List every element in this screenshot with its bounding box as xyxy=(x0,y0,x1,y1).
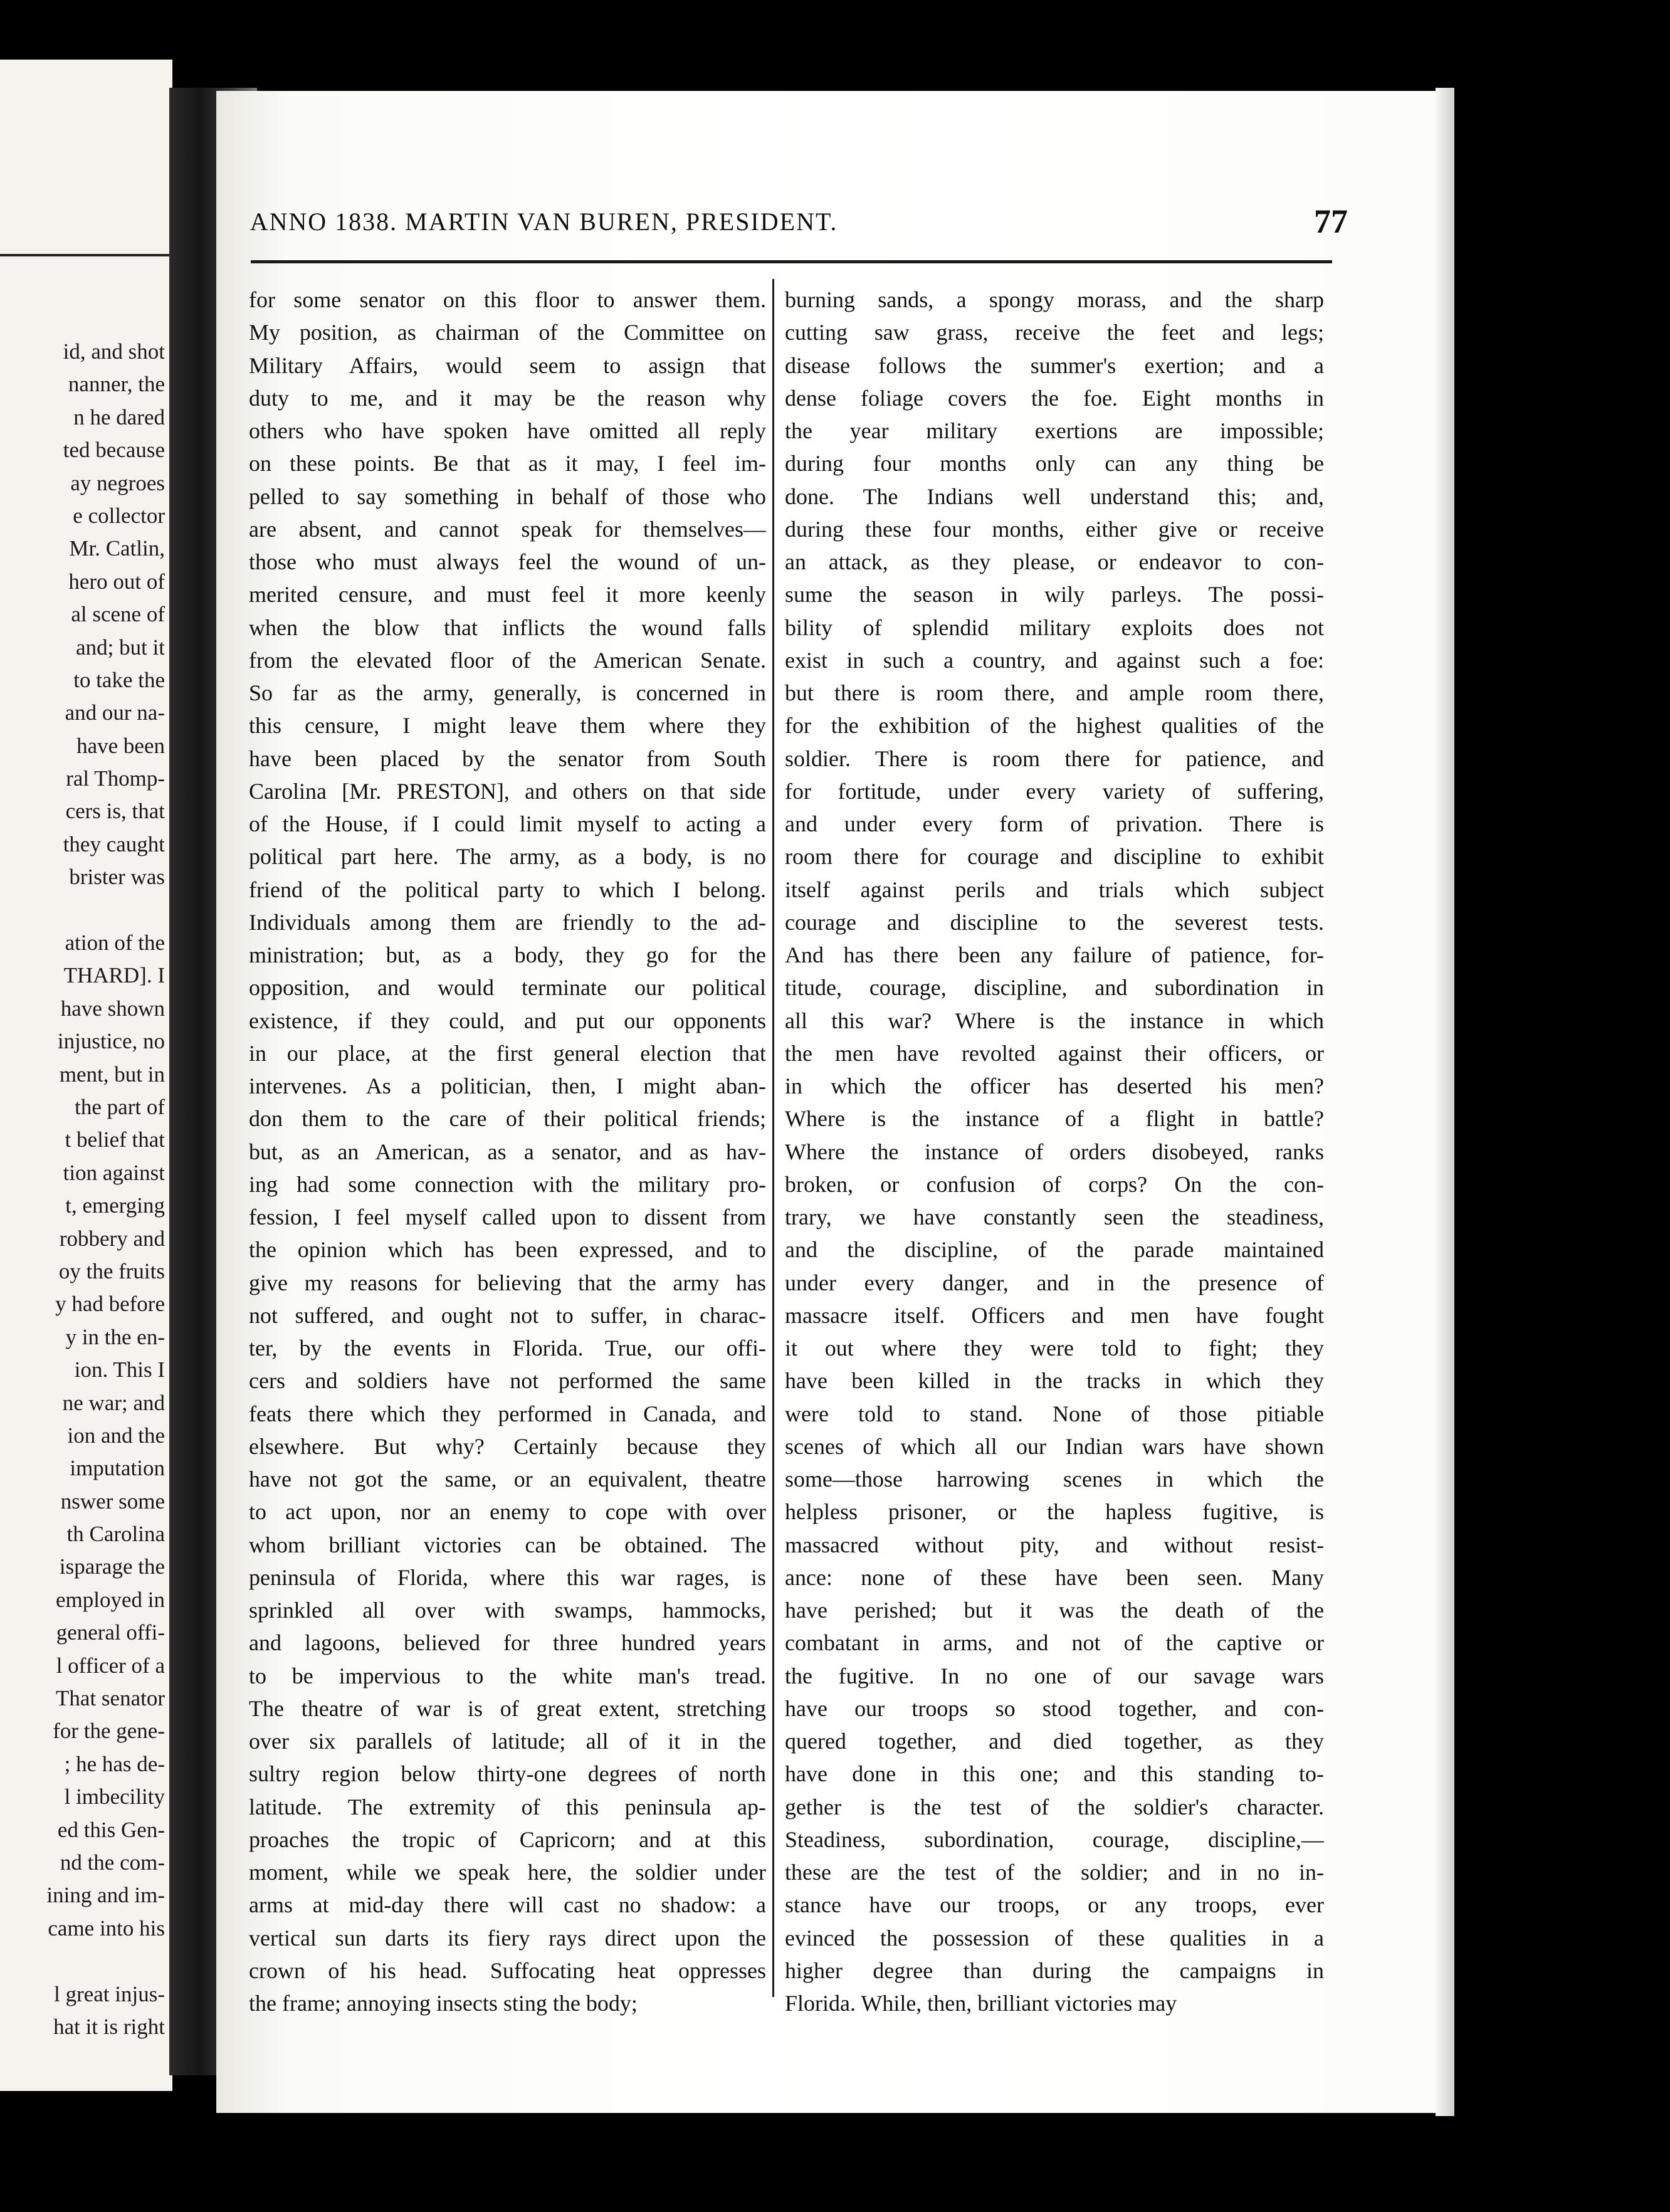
fragment-gap xyxy=(0,1945,165,1978)
text-line: fession, I feel myself called upon to dissent from xyxy=(249,1204,766,1230)
text-line: gether is the test of the soldier's character. xyxy=(785,1794,1324,1820)
text-line: of the House, if I could limit myself to acting a xyxy=(249,811,766,836)
text-line: it out where they were told to fight; they xyxy=(785,1335,1324,1361)
text-line: when the blow that inflicts the wound falls xyxy=(249,614,766,640)
fragment-line: came into his xyxy=(48,1915,165,1941)
facing-page-fragment xyxy=(0,60,172,2091)
fragment-line: ay negroes xyxy=(70,470,165,495)
text-line: and the discipline, of the parade maintained xyxy=(785,1237,1324,1263)
text-line: Individuals among them are friendly to the ad- xyxy=(249,909,766,935)
text-line: Carolina [Mr. PRESTON], and others on that side xyxy=(249,778,766,804)
text-line: ter, by the events in Florida. True, our offi- xyxy=(249,1335,766,1361)
fragment-line: cers is, that xyxy=(65,799,165,824)
fragment-line: and; but it xyxy=(76,635,165,660)
text-line: stance have our troops, or any troops, ever xyxy=(785,1892,1324,1918)
text-line: latitude. The extremity of this peninsula ap- xyxy=(249,1794,766,1820)
text-line: have been placed by the senator from South xyxy=(249,745,766,771)
text-line: pelled to say something in behalf of those who xyxy=(249,483,766,509)
text-line: done. The Indians well understand this; and, xyxy=(785,483,1324,509)
text-line: over six parallels of latitude; all of it in the xyxy=(249,1729,766,1754)
text-line: exist in such a country, and against such a foe: xyxy=(785,647,1324,673)
fragment-line: robbery and xyxy=(59,1226,165,1251)
text-line: those who must always feel the wound of un- xyxy=(249,549,766,574)
text-line: massacred without pity, and without resist- xyxy=(785,1532,1324,1557)
text-line: and under every form of privation. There is xyxy=(785,811,1324,836)
text-line: soldier. There is room there for patience, and xyxy=(785,745,1324,771)
fragment-line: n he dared xyxy=(73,404,165,429)
text-line: itself against perils and trials which subject xyxy=(785,877,1324,902)
text-line: dense foliage covers the foe. Eight months in xyxy=(785,385,1324,411)
text-line: in which the officer has deserted his men? xyxy=(785,1073,1324,1098)
fragment-line: imputation xyxy=(70,1456,165,1481)
text-line: opposition, and would terminate our political xyxy=(249,975,766,1001)
fragment-line: ed this Gen- xyxy=(57,1817,165,1842)
text-line: this censure, I might leave them where they xyxy=(249,713,766,739)
fragment-line: tion against xyxy=(63,1160,165,1185)
fragment-line: l imbecility xyxy=(64,1784,165,1809)
text-column-right xyxy=(785,283,1324,2020)
text-line: an attack, as they please, or endeavor to con- xyxy=(785,549,1324,574)
text-line: are absent, and cannot speak for themselves— xyxy=(249,516,766,542)
header-rule xyxy=(251,260,1332,263)
text-line: bility of splendid military exploits does not xyxy=(785,614,1324,640)
text-line: feats there which they performed in Canada, and xyxy=(249,1401,766,1426)
text-line: Steadiness, subordination, courage, discipline,— xyxy=(785,1826,1324,1852)
text-line: the fugitive. In no one of our savage wars xyxy=(785,1663,1324,1688)
text-line: helpless prisoner, or the hapless fugitive, is xyxy=(785,1499,1324,1525)
text-line: the opinion which has been expressed, and to xyxy=(249,1237,766,1263)
text-line: broken, or confusion of corps? On the con- xyxy=(785,1171,1324,1197)
running-head: ANNO 1838. MARTIN VAN BUREN, PRESIDENT. xyxy=(249,208,838,236)
text-line: under every danger, and in the presence of xyxy=(785,1270,1324,1295)
page-edge xyxy=(1436,88,1454,2116)
text-line: cutting saw grass, receive the feet and legs; xyxy=(785,320,1324,345)
fragment-line: ining and im- xyxy=(46,1883,165,1908)
text-line: combatant in arms, and not of the captive or xyxy=(785,1630,1324,1656)
fragment-line: ion and the xyxy=(67,1423,165,1448)
text-line: ministration; but, as a body, they go for the xyxy=(249,942,766,967)
text-line: quered together, and died together, as they xyxy=(785,1729,1324,1754)
fragment-line: ted because xyxy=(63,438,165,463)
text-line: the year military exertions are impossible; xyxy=(785,418,1324,443)
text-line: to act upon, nor an enemy to cope with over xyxy=(249,1499,766,1525)
text-line: have perished; but it was the death of the xyxy=(785,1598,1324,1623)
text-line: peninsula of Florida, where this war rages, is xyxy=(249,1564,766,1590)
text-line: ing had some connection with the military pro- xyxy=(249,1171,766,1197)
facing-page-rule xyxy=(0,254,172,256)
fragment-line: for the gene- xyxy=(53,1719,165,1744)
fragment-line: Mr. Catlin, xyxy=(69,536,165,561)
text-line: And has there been any failure of patience, for- xyxy=(785,942,1324,967)
text-line: in our place, at the first general election that xyxy=(249,1040,766,1066)
fragment-line: THARD]. I xyxy=(63,963,165,988)
text-line: but there is room there, and ample room there, xyxy=(785,680,1324,705)
fragment-line: nanner, the xyxy=(68,372,165,397)
fragment-line: l officer of a xyxy=(56,1653,165,1678)
fragment-line: have shown xyxy=(60,996,165,1021)
text-line: cers and soldiers have not performed the same xyxy=(249,1368,766,1394)
text-line: proaches the tropic of Capricorn; and at this xyxy=(249,1826,766,1852)
text-line: the men have revolted against their officers, or xyxy=(785,1040,1324,1066)
fragment-line: the part of xyxy=(75,1094,165,1119)
fragment-line: ral Thomp- xyxy=(66,766,165,791)
text-line: So far as the army, generally, is concerned in xyxy=(249,680,766,705)
fragment-line: That senator xyxy=(56,1686,165,1711)
text-line: Where is the instance of a flight in battle? xyxy=(785,1106,1324,1132)
text-line: evinced the possession of these qualities in a xyxy=(785,1925,1324,1951)
text-line: during these four months, either give or receive xyxy=(785,516,1324,542)
fragment-gap xyxy=(0,894,165,927)
text-line: The theatre of war is of great extent, stretching xyxy=(249,1695,766,1721)
text-line: during four months only can any thing be xyxy=(785,451,1324,477)
text-line: courage and discipline to the severest tests. xyxy=(785,909,1324,935)
fragment-line: y in the en- xyxy=(65,1324,165,1349)
text-line: were told to stand. None of those pitiable xyxy=(785,1401,1324,1426)
fragment-line: l great injus- xyxy=(54,1981,165,2006)
fragment-line: th Carolina xyxy=(66,1522,165,1547)
text-line: trary, we have constantly seen the steadiness, xyxy=(785,1204,1324,1230)
text-line: scenes of which all our Indian wars have shown xyxy=(785,1433,1324,1459)
text-line: Florida. While, then, brilliant victories may xyxy=(785,1991,1177,2016)
fragment-line: to take the xyxy=(73,667,165,692)
text-line: these are the test of the soldier; and in no in- xyxy=(785,1860,1324,1885)
text-line: room there for courage and discipline to exhibit xyxy=(785,844,1324,870)
text-line: merited censure, and must feel it more keenly xyxy=(249,582,766,608)
text-line: but, as an American, as a senator, and as hav- xyxy=(249,1139,766,1164)
page-number: 77 xyxy=(1314,203,1348,240)
fragment-line: y had before xyxy=(55,1292,165,1317)
fragment-line: general offi- xyxy=(56,1620,165,1645)
text-line: for the exhibition of the highest qualities of the xyxy=(785,713,1324,739)
text-line: Where the instance of orders disobeyed, ranks xyxy=(785,1139,1324,1164)
column-divider xyxy=(772,279,774,1997)
fragment-line: employed in xyxy=(56,1587,165,1612)
text-line: My position, as chairman of the Committee on xyxy=(249,320,766,345)
fragment-line: oy the fruits xyxy=(58,1258,165,1283)
text-line: sume the season in wily parleys. The possi- xyxy=(785,582,1324,608)
fragment-line: injustice, no xyxy=(57,1029,165,1054)
text-line: have not got the same, or an equivalent, theatre xyxy=(249,1467,766,1492)
fragment-line: and our na- xyxy=(65,700,165,725)
text-line: some—those harrowing scenes in which the xyxy=(785,1467,1324,1492)
fragment-line: t belief that xyxy=(65,1127,165,1152)
text-line: friend of the political party to which I belong. xyxy=(249,877,766,902)
text-column-left xyxy=(249,283,766,2020)
fragment-line: they caught xyxy=(63,831,165,856)
text-line: from the elevated floor of the American Senate. xyxy=(249,647,766,673)
text-line: vertical sun darts its fiery rays direct upon the xyxy=(249,1925,766,1951)
fragment-line: al scene of xyxy=(71,602,165,627)
text-line: for fortitude, under every variety of suffering, xyxy=(785,778,1324,804)
text-line: duty to me, and it may be the reason why xyxy=(249,385,766,411)
fragment-line: nd the com- xyxy=(60,1850,165,1875)
fragment-line: hero out of xyxy=(68,569,165,594)
text-line: all this war? Where is the instance in which xyxy=(785,1008,1324,1033)
fragment-line: ation of the xyxy=(65,930,165,956)
fragment-line: brister was xyxy=(69,865,165,890)
text-line: not suffered, and ought not to suffer, in charac- xyxy=(249,1302,766,1328)
text-line: the frame; annoying insects sting the body; xyxy=(249,1991,638,2016)
text-line: arms at mid-day there will cast no shadow: a xyxy=(249,1892,766,1918)
fragment-line: nswer some xyxy=(60,1488,165,1514)
fragment-line: t, emerging xyxy=(65,1193,165,1218)
text-line: to be impervious to the white man's tread. xyxy=(249,1663,766,1688)
fragment-line: ion. This I xyxy=(74,1357,165,1382)
text-line: Military Affairs, would seem to assign that xyxy=(249,352,766,378)
fragment-line: hat it is right xyxy=(53,2014,165,2039)
text-line: elsewhere. But why? Certainly because they xyxy=(249,1433,766,1459)
facing-page-text xyxy=(0,335,165,2043)
fragment-line: ment, but in xyxy=(59,1061,165,1087)
text-line: intervenes. As a politician, then, I might aban- xyxy=(249,1073,766,1098)
text-line: massacre itself. Officers and men have fought xyxy=(785,1302,1324,1328)
text-line: whom brilliant victories can be obtained. The xyxy=(249,1532,766,1557)
text-line: burning sands, a spongy morass, and the sharp xyxy=(785,287,1324,312)
text-line: disease follows the summer's exertion; and a xyxy=(785,352,1324,378)
fragment-line: id, and shot xyxy=(63,339,165,364)
text-line: higher degree than during the campaigns in xyxy=(785,1957,1324,1983)
text-line: for some senator on this floor to answer them. xyxy=(249,287,766,312)
text-line: have been killed in the tracks in which they xyxy=(785,1368,1324,1394)
text-line: ance: none of these have been seen. Many xyxy=(785,1564,1324,1590)
text-line: have done in this one; and this standing to- xyxy=(785,1761,1324,1787)
text-line: have our troops so stood together, and con- xyxy=(785,1695,1324,1721)
text-line: crown of his head. Suffocating heat oppresses xyxy=(249,1957,766,1983)
text-line: moment, while we speak here, the soldier under xyxy=(249,1860,766,1885)
fragment-line: isparage the xyxy=(59,1554,165,1579)
fragment-line: ne war; and xyxy=(62,1390,165,1415)
text-line: sultry region below thirty-one degrees of north xyxy=(249,1761,766,1787)
text-line: titude, courage, discipline, and subordination in xyxy=(785,975,1324,1001)
text-line: existence, if they could, and put our opponents xyxy=(249,1008,766,1033)
fragment-line: have been xyxy=(76,733,165,758)
text-line: on these points. Be that as it may, I feel im- xyxy=(249,451,766,477)
text-line: others who have spoken have omitted all reply xyxy=(249,418,766,443)
fragment-line: e collector xyxy=(73,503,165,528)
fragment-line: ; he has de- xyxy=(64,1751,165,1776)
text-line: don them to the care of their political friends; xyxy=(249,1106,766,1132)
text-line: and lagoons, believed for three hundred years xyxy=(249,1630,766,1656)
text-line: political part here. The army, as a body, is no xyxy=(249,844,766,870)
text-line: give my reasons for believing that the army has xyxy=(249,1270,766,1295)
text-line: sprinkled all over with swamps, hammocks, xyxy=(249,1598,766,1623)
